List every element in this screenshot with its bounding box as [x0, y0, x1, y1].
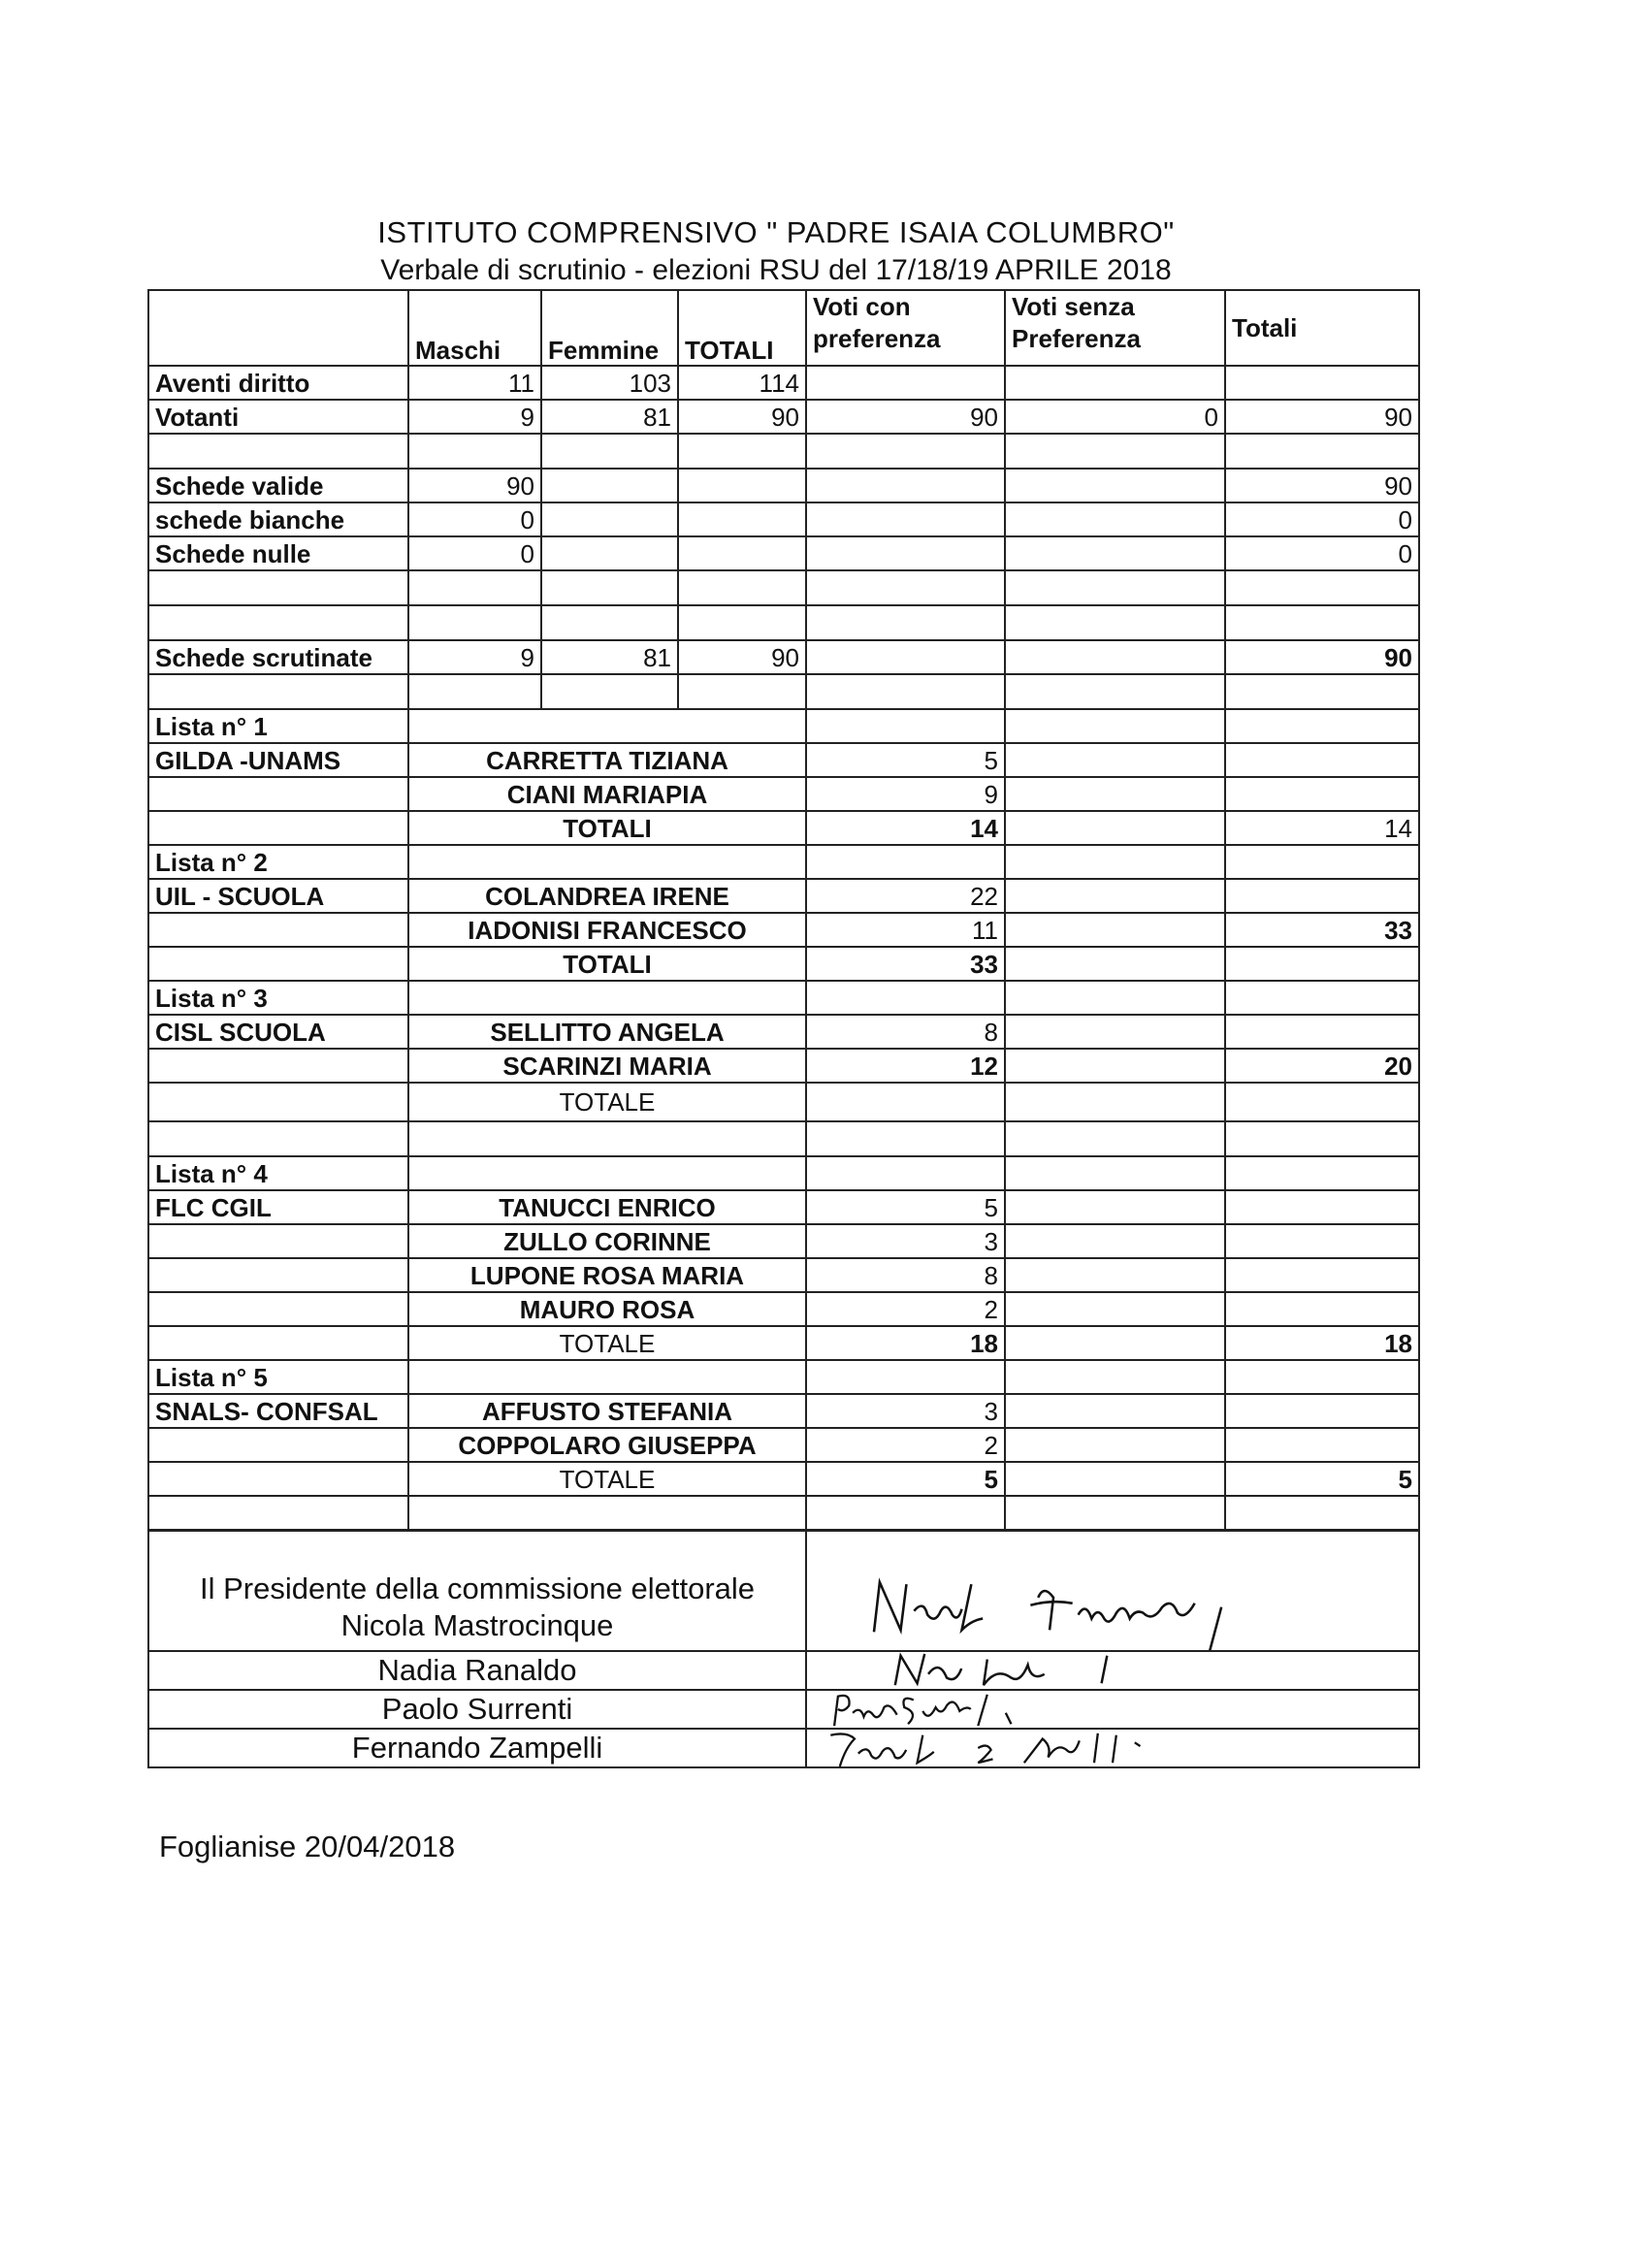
candidate-name: CIANI MARIAPIA	[408, 777, 806, 811]
list-number: Lista n° 1	[148, 709, 408, 743]
row-votanti	[148, 400, 1419, 434]
header-voti-senza: Voti senza Preferenza	[1005, 290, 1225, 366]
list-number-row	[148, 709, 1419, 743]
cell-maschi: 9	[408, 640, 541, 674]
cell-totali-2: 0	[1225, 536, 1419, 570]
candidate-votes: 2	[806, 1428, 1005, 1462]
cell-totali-2: 90	[1225, 469, 1419, 502]
row-blank	[148, 1496, 1419, 1531]
list-total-label: TOTALI	[408, 811, 806, 845]
cell-maschi: 9	[408, 400, 541, 434]
signature-cell	[806, 1651, 1419, 1690]
candidate-name: SELLITTO ANGELA	[408, 1015, 806, 1049]
cell-totali: 90	[678, 400, 806, 434]
candidate-row	[148, 1292, 1419, 1326]
candidate-name: LUPONE ROSA MARIA	[408, 1258, 806, 1292]
candidate-row	[148, 1224, 1419, 1258]
cell-totali-2: 0	[1225, 502, 1419, 536]
candidate-row	[148, 1394, 1419, 1428]
candidate-votes: 22	[806, 879, 1005, 913]
cell-totali: 114	[678, 366, 806, 400]
row-blank	[148, 1121, 1419, 1156]
list-total: 33	[806, 947, 1005, 981]
row-blank	[148, 570, 1419, 605]
candidate-name: MAURO ROSA	[408, 1292, 806, 1326]
candidate-votes: 2	[806, 1292, 1005, 1326]
candidate-votes: 5	[806, 743, 1005, 777]
cell-empty	[1005, 366, 1225, 400]
signature-cell	[806, 1729, 1419, 1767]
signature-ranaldo	[807, 1652, 1418, 1689]
list-number-row	[148, 1360, 1419, 1394]
cell-empty	[1225, 366, 1419, 400]
candidate-name: COLANDREA IRENE	[408, 879, 806, 913]
place-date: Foglianise 20/04/2018	[159, 1830, 456, 1863]
list-number: Lista n° 5	[148, 1360, 408, 1394]
candidate-row	[148, 913, 1419, 947]
signature-zampelli	[807, 1730, 1418, 1766]
cell-maschi: 11	[408, 366, 541, 400]
cell-voti-senza: 0	[1005, 400, 1225, 434]
list-total-row	[148, 1326, 1419, 1360]
list-name: GILDA -UNAMS	[148, 743, 408, 777]
signature-cell	[806, 1690, 1419, 1729]
list-total-label: TOTALE	[408, 1326, 806, 1360]
candidate-votes: 3	[806, 1224, 1005, 1258]
candidate-name: TANUCCI ENRICO	[408, 1190, 806, 1224]
candidate-row	[148, 1258, 1419, 1292]
list-total-label: TOTALE	[408, 1462, 806, 1496]
member-name: Nadia Ranaldo	[148, 1651, 806, 1690]
signature-mastrocinque	[807, 1531, 1418, 1650]
cell-empty	[806, 366, 1005, 400]
row-label: Aventi diritto	[148, 366, 408, 400]
row-label: schede bianche	[148, 502, 408, 536]
list-total-row	[148, 1083, 1419, 1121]
commission-signatures	[147, 1529, 1420, 1768]
row-blank	[148, 434, 1419, 469]
cell-femmine: 81	[541, 640, 678, 674]
header-totali-2: Totali	[1225, 290, 1419, 366]
member-name: Fernando Zampelli	[148, 1729, 806, 1767]
member-name: Nicola Mastrocinque	[340, 1607, 614, 1642]
row-blank	[148, 674, 1419, 709]
row-bianche	[148, 502, 1419, 536]
header-row	[148, 290, 1419, 366]
candidate-votes: 11	[806, 913, 1005, 947]
list-grand-total: 33	[1225, 913, 1419, 947]
list-name: FLC CGIL	[148, 1190, 408, 1224]
row-label: Schede nulle	[148, 536, 408, 570]
candidate-row	[148, 1049, 1419, 1083]
list-name: CISL SCUOLA	[148, 1015, 408, 1049]
row-nulle	[148, 536, 1419, 570]
row-label: Schede scrutinate	[148, 640, 408, 674]
header-totali: TOTALI	[678, 290, 806, 366]
list-total-row	[148, 811, 1419, 845]
list-grand-total: 20	[1225, 1049, 1419, 1083]
row-scrutinate	[148, 640, 1419, 674]
candidate-name: AFFUSTO STEFANIA	[408, 1394, 806, 1428]
candidate-votes: 5	[806, 1190, 1005, 1224]
candidate-row	[148, 1015, 1419, 1049]
candidate-name: SCARINZI MARIA	[408, 1049, 806, 1083]
list-total: 18	[806, 1326, 1005, 1360]
document-subtitle: Verbale di scrutinio - elezioni RSU del 17/18/19 APRILE 2018	[380, 254, 1172, 286]
president-block	[148, 1530, 806, 1651]
list-grand-total: 14	[1225, 811, 1419, 845]
list-number-row	[148, 845, 1419, 879]
header-voti-con: Voti con preferenza	[806, 290, 1005, 366]
cell-femmine: 103	[541, 366, 678, 400]
list-total: 14	[806, 811, 1005, 845]
school-title: ISTITUTO COMPRENSIVO " PADRE ISAIA COLUMBRO"	[377, 215, 1175, 249]
list-grand-total: 18	[1225, 1326, 1419, 1360]
header-maschi: Maschi	[408, 290, 541, 366]
candidate-row	[148, 1190, 1419, 1224]
candidate-name: IADONISI FRANCESCO	[408, 913, 806, 947]
cell-maschi: 0	[408, 536, 541, 570]
header-femmine: Femmine	[541, 290, 678, 366]
list-total-label: TOTALI	[408, 947, 806, 981]
candidate-row	[148, 743, 1419, 777]
list-name: SNALS- CONFSAL	[148, 1394, 408, 1428]
list-number: Lista n° 3	[148, 981, 408, 1015]
candidate-row	[148, 1428, 1419, 1462]
list-total-row	[148, 1462, 1419, 1496]
cell-maschi: 0	[408, 502, 541, 536]
row-label: Schede valide	[148, 469, 408, 502]
list-number: Lista n° 2	[148, 845, 408, 879]
row-label: Votanti	[148, 400, 408, 434]
list-total-label: TOTALE	[408, 1083, 806, 1121]
list-number-row	[148, 981, 1419, 1015]
cell-totali-2: 90	[1225, 400, 1419, 434]
list-name: UIL - SCUOLA	[148, 879, 408, 913]
candidate-name: CARRETTA TIZIANA	[408, 743, 806, 777]
signature-surrenti	[807, 1691, 1418, 1728]
cell-femmine: 81	[541, 400, 678, 434]
candidate-votes: 8	[806, 1015, 1005, 1049]
candidate-name: ZULLO CORINNE	[408, 1224, 806, 1258]
candidate-row	[148, 879, 1419, 913]
candidate-votes: 9	[806, 777, 1005, 811]
cell-totali-2: 90	[1225, 640, 1419, 674]
list-total: 5	[806, 1462, 1005, 1496]
results-table	[147, 289, 1420, 1532]
candidate-name: COPPOLARO GIUSEPPA	[408, 1428, 806, 1462]
list-grand-total: 5	[1225, 1462, 1419, 1496]
candidate-row	[148, 777, 1419, 811]
cell-maschi: 90	[408, 469, 541, 502]
list-number-row	[148, 1156, 1419, 1190]
candidate-votes: 8	[806, 1258, 1005, 1292]
candidate-votes: 12	[806, 1049, 1005, 1083]
signature-cell	[806, 1530, 1419, 1651]
row-blank	[148, 605, 1419, 640]
member-name: Paolo Surrenti	[148, 1690, 806, 1729]
list-number: Lista n° 4	[148, 1156, 408, 1190]
cell-voti-con: 90	[806, 400, 1005, 434]
row-valide	[148, 469, 1419, 502]
cell-totali: 90	[678, 640, 806, 674]
row-aventi	[148, 366, 1419, 400]
candidate-votes: 3	[806, 1394, 1005, 1428]
header-empty	[148, 290, 408, 366]
president-role: Il Presidente della commissione elettorale	[199, 1571, 756, 1605]
list-total-row	[148, 947, 1419, 981]
